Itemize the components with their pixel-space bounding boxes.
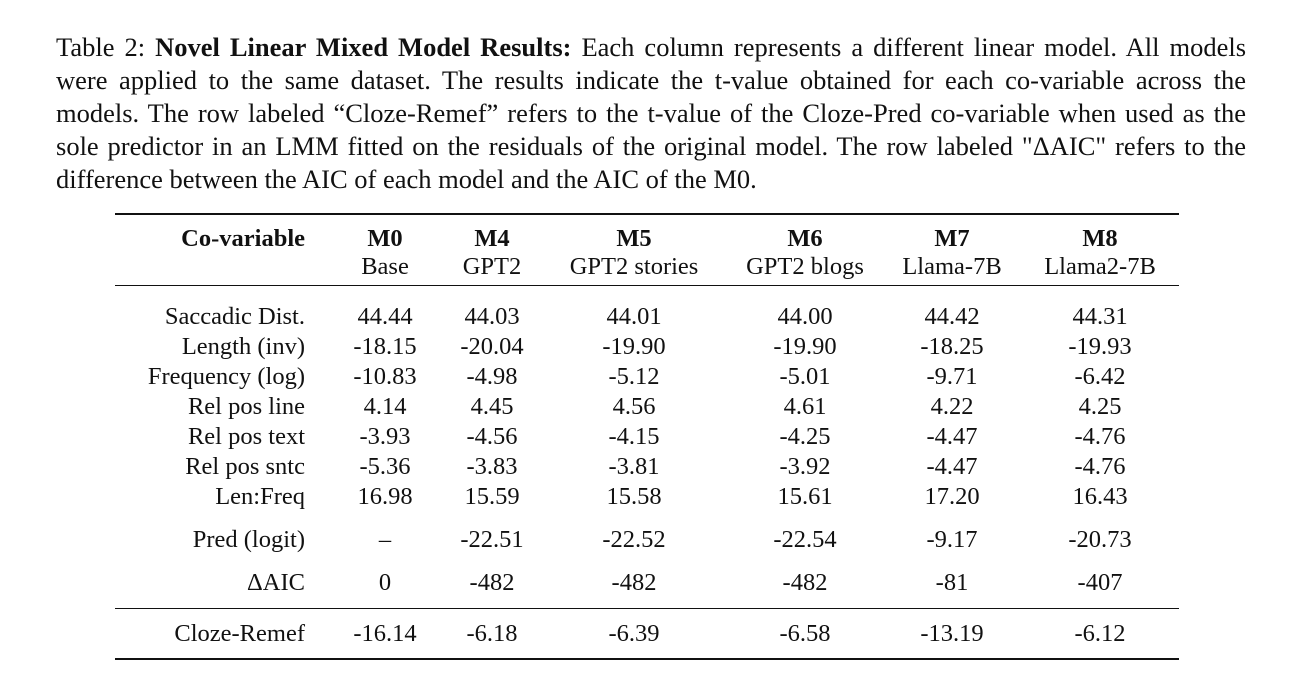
col-name: M4 (474, 225, 510, 252)
col-sub: Llama-7B (902, 253, 1002, 280)
table-cell: -4.76 (1074, 423, 1126, 450)
table-cell: -22.52 (602, 526, 666, 553)
table-row-pred (115, 512, 1179, 562)
table-cell: -6.18 (466, 620, 518, 647)
row-label: Rel pos text (187, 423, 305, 450)
col-name: M5 (616, 225, 652, 252)
table-cell: -4.76 (1074, 453, 1126, 480)
table-row (115, 286, 1179, 333)
header-covariable: Co-variable (181, 225, 305, 252)
table-cell: 4.56 (612, 393, 656, 420)
table-cell: 4.22 (930, 393, 974, 420)
table-cell: 4.25 (1078, 393, 1122, 420)
table-row (115, 482, 1179, 512)
table-cell: -10.83 (353, 363, 417, 390)
header-col-5 (1021, 214, 1179, 286)
table-cell: -19.93 (1068, 333, 1132, 360)
col-name: M6 (787, 225, 823, 252)
table-cell: -482 (469, 569, 515, 596)
col-sub: GPT2 (462, 253, 522, 280)
table-cell: -9.71 (926, 363, 978, 390)
table-cell: 44.42 (924, 303, 980, 330)
table-cell: -4.47 (926, 453, 978, 480)
row-label: Pred (logit) (192, 526, 305, 553)
table-cell: -482 (611, 569, 657, 596)
table-cell: 15.58 (606, 483, 662, 510)
table-row (115, 332, 1179, 362)
results-table-container (115, 213, 1179, 660)
table-cell: -16.14 (353, 620, 417, 647)
table-body (115, 286, 1179, 513)
col-name: M8 (1082, 225, 1118, 252)
table-cell: -4.98 (466, 363, 518, 390)
col-sub: GPT2 stories (569, 253, 699, 280)
table-row (115, 452, 1179, 482)
table-cell: -81 (935, 569, 969, 596)
col-name: M7 (934, 225, 970, 252)
caption-prefix: Table 2: (56, 32, 156, 62)
col-sub: GPT2 blogs (746, 253, 864, 280)
table-cell: 16.98 (357, 483, 413, 510)
table-cell: -6.12 (1074, 620, 1126, 647)
table-cell: -22.54 (773, 526, 837, 553)
caption-text: Each column represents a different linear model. All models were applied to the same dataset. The results indicate the t-value obtained for each co-variable across the models. The row labeled “Cloze-Remef” refers to the t-value of the Cloze-Pred co-variable when used as the sole predictor in an LMM fitted on the residuals of the original model. The row labeled "ΔAIC" refers to the difference between the AIC of each model and the AIC of the M0. (56, 32, 1247, 194)
table-cell: -6.39 (608, 620, 660, 647)
table-cell: -4.56 (466, 423, 518, 450)
table-row-aic (115, 562, 1179, 609)
table-cell: -3.81 (608, 453, 660, 480)
table-cell: -3.83 (466, 453, 518, 480)
row-label: Rel pos sntc (185, 453, 305, 480)
header-col-2 (541, 214, 727, 286)
table-cell: -22.51 (460, 526, 524, 553)
header-col-3 (727, 214, 883, 286)
row-label: Frequency (log) (147, 363, 305, 390)
table-cell: -482 (782, 569, 828, 596)
table-cell: 44.03 (464, 303, 520, 330)
row-label: ΔAIC (247, 569, 305, 596)
table-cell: – (378, 526, 392, 553)
table-cell: -13.19 (920, 620, 984, 647)
table-cell: 4.61 (783, 393, 827, 420)
table-cell: -9.17 (926, 526, 978, 553)
results-table (115, 213, 1179, 660)
col-sub: Base (361, 253, 409, 280)
table-cell: -4.47 (926, 423, 978, 450)
table-cell: 0 (378, 569, 392, 596)
table-cell: 44.44 (357, 303, 413, 330)
col-sub: Llama2-7B (1044, 253, 1156, 280)
header-col-4 (883, 214, 1021, 286)
table-caption (56, 31, 1246, 196)
table-cell: -6.58 (779, 620, 831, 647)
table-cell: -5.01 (779, 363, 831, 390)
row-label: Rel pos line (187, 393, 305, 420)
table-cell: -4.25 (779, 423, 831, 450)
table-cell: -3.93 (359, 423, 411, 450)
table-cell: 15.61 (777, 483, 833, 510)
table-cell: -5.12 (608, 363, 660, 390)
table-cell: -19.90 (773, 333, 837, 360)
table-body-extra (115, 512, 1179, 659)
row-label: Length (inv) (181, 333, 305, 360)
table-row (115, 362, 1179, 392)
table-cell: 15.59 (464, 483, 520, 510)
table-cell: 44.31 (1072, 303, 1128, 330)
table-header (115, 214, 1179, 286)
table-cell: -3.92 (779, 453, 831, 480)
table-cell: -18.15 (353, 333, 417, 360)
table-row-cloze (115, 609, 1179, 660)
table-cell: 44.00 (777, 303, 833, 330)
table-cell: -20.04 (460, 333, 524, 360)
table-cell: 17.20 (924, 483, 980, 510)
table-cell: -5.36 (359, 453, 411, 480)
table-cell: -20.73 (1068, 526, 1132, 553)
table-row (115, 422, 1179, 452)
col-name: M0 (367, 225, 403, 252)
table-cell: 44.01 (606, 303, 662, 330)
table-cell: -19.90 (602, 333, 666, 360)
caption-bold-title: Novel Linear Mixed Model Results: (155, 32, 572, 62)
header-col-1 (443, 214, 541, 286)
table-cell: 16.43 (1072, 483, 1128, 510)
table-row (115, 392, 1179, 422)
row-label: Saccadic Dist. (164, 303, 305, 330)
table-cell: 4.45 (470, 393, 514, 420)
header-col-0 (327, 214, 443, 286)
table-cell: -407 (1077, 569, 1123, 596)
table-cell: -4.15 (608, 423, 660, 450)
table-cell: -6.42 (1074, 363, 1126, 390)
row-label: Len:Freq (215, 483, 305, 510)
table-cell: -18.25 (920, 333, 984, 360)
table-cell: 4.14 (363, 393, 407, 420)
row-label: Cloze-Remef (174, 620, 305, 647)
